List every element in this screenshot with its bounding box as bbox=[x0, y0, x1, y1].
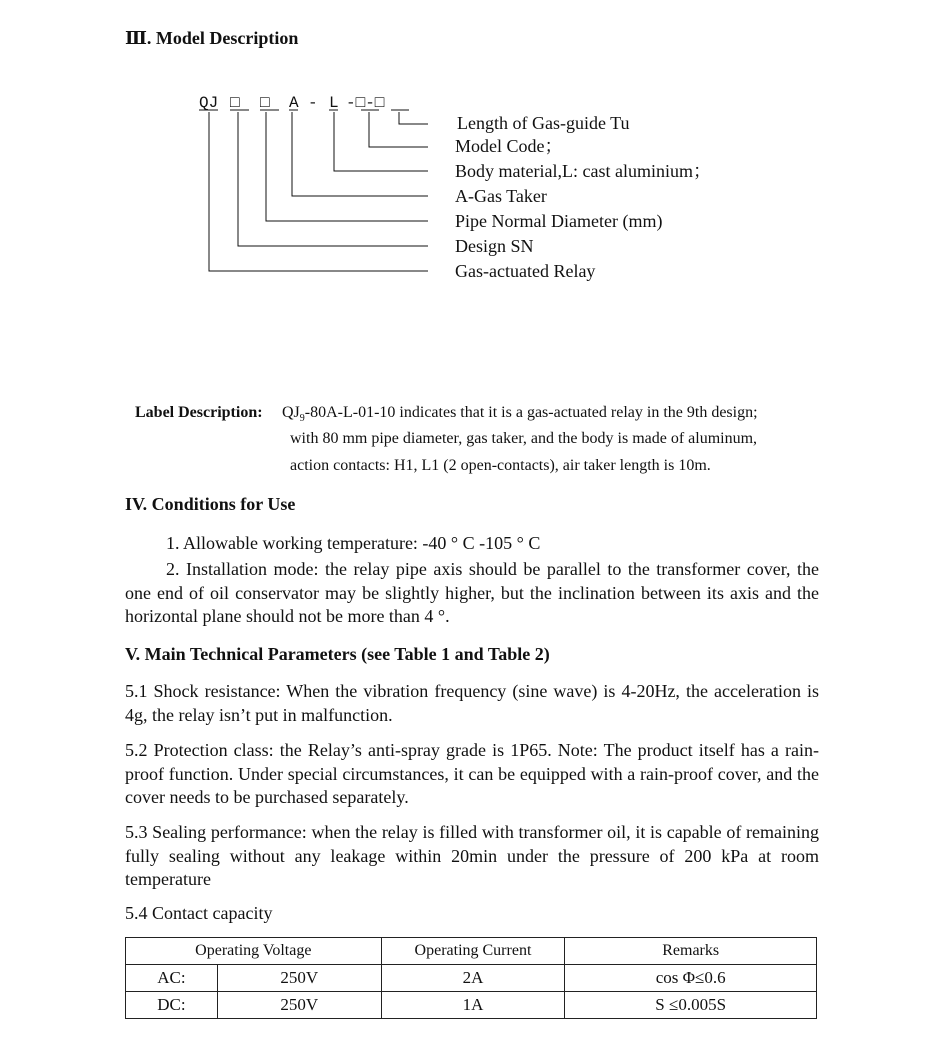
code-token-box2: □ bbox=[260, 94, 270, 112]
condition-item-2: 2. Installation mode: the relay pipe axis should be parallel to the transformer cover, the one end of oil conservator may be slightly higher, but the inclination between its axis and the horizontal plane should not be more than 4 °. bbox=[125, 559, 819, 626]
table-cell-voltage: 250V bbox=[217, 992, 381, 1019]
table-cell-type: DC: bbox=[126, 992, 218, 1019]
condition-item-1: 1. Allowable working temperature: -40 ° C -105 ° C bbox=[166, 533, 541, 553]
diagram-label-model-code: Model Code； bbox=[455, 136, 563, 156]
section-3-title: Ⅲ. Model Description bbox=[125, 28, 299, 48]
section-4-title: IV. Conditions for Use bbox=[125, 494, 296, 514]
table-header-row bbox=[126, 938, 817, 965]
table-header-current: Operating Current bbox=[381, 938, 565, 965]
code-token-a: A bbox=[289, 94, 299, 112]
code-token-dash: - bbox=[308, 94, 318, 112]
table-cell-remarks: S ≤0.005S bbox=[565, 992, 817, 1019]
table-cell-current: 1A bbox=[381, 992, 565, 1019]
table-cell-type: AC: bbox=[126, 965, 218, 992]
diagram-label-pipe-diameter: Pipe Normal Diameter (mm) bbox=[455, 211, 663, 231]
table-row bbox=[126, 992, 817, 1019]
table-header-voltage: Operating Voltage bbox=[126, 938, 382, 965]
diagram-label-relay: Gas-actuated Relay bbox=[455, 261, 596, 281]
model-code-diagram bbox=[0, 0, 941, 300]
code-token-l: L bbox=[329, 94, 339, 112]
table-row bbox=[126, 965, 817, 992]
label-description-line-2: with 80 mm pipe diameter, gas taker, and the body is made of aluminum, bbox=[290, 430, 758, 447]
label-description-line-1: $QJ_9-80A-L-01-10$ indicates that it is a gas-actuated relay in the 9th design; bbox=[282, 404, 758, 425]
contact-capacity-table bbox=[125, 937, 817, 1019]
diagram-label-length: Length of Gas-guide Tu bbox=[457, 113, 630, 133]
label-description-line-3: action contacts: H1, L1 (2 open-contacts), air taker length is 10m. bbox=[290, 457, 711, 474]
table-header-remarks: Remarks bbox=[565, 938, 817, 965]
label-description-heading: Label Description: bbox=[135, 404, 263, 421]
paragraph-5-3: 5.3 Sealing performance: when the relay is filled with transformer oil, it is capable of remaining fully sealing without any leakage within 20min under the pressure of 200 kPa at room temperature bbox=[125, 822, 819, 889]
paragraph-5-2: 5.2 Protection class: the Relay’s anti-spray grade is 1P65. Note: The product itself has a rain-proof function. Under special circumstances, it can be equipped with a rain-proof cover, and the cover needs to be purchased separately. bbox=[125, 740, 819, 807]
table-cell-voltage: 250V bbox=[217, 965, 381, 992]
diagram-label-gas-taker: A-Gas Taker bbox=[455, 186, 547, 206]
diagram-label-body-material: Body material,L: cast aluminium； bbox=[455, 161, 711, 181]
code-token-box1: □ bbox=[230, 94, 240, 112]
section-5-title: V. Main Technical Parameters (see Table 1 and Table 2) bbox=[125, 644, 550, 664]
code-token-qj: QJ bbox=[199, 94, 219, 112]
paragraph-5-4: 5.4 Contact capacity bbox=[125, 903, 273, 923]
diagram-label-design-sn: Design SN bbox=[455, 236, 534, 256]
table-cell-current: 2A bbox=[381, 965, 565, 992]
table-cell-remarks: cos Φ≤0.6 bbox=[565, 965, 817, 992]
paragraph-5-1: 5.1 Shock resistance: When the vibration frequency (sine wave) is 4-20Hz, the acceleration is 4g, the relay isn’t put in malfunction. bbox=[125, 681, 819, 725]
code-token-tail: -□-□ bbox=[346, 94, 385, 112]
